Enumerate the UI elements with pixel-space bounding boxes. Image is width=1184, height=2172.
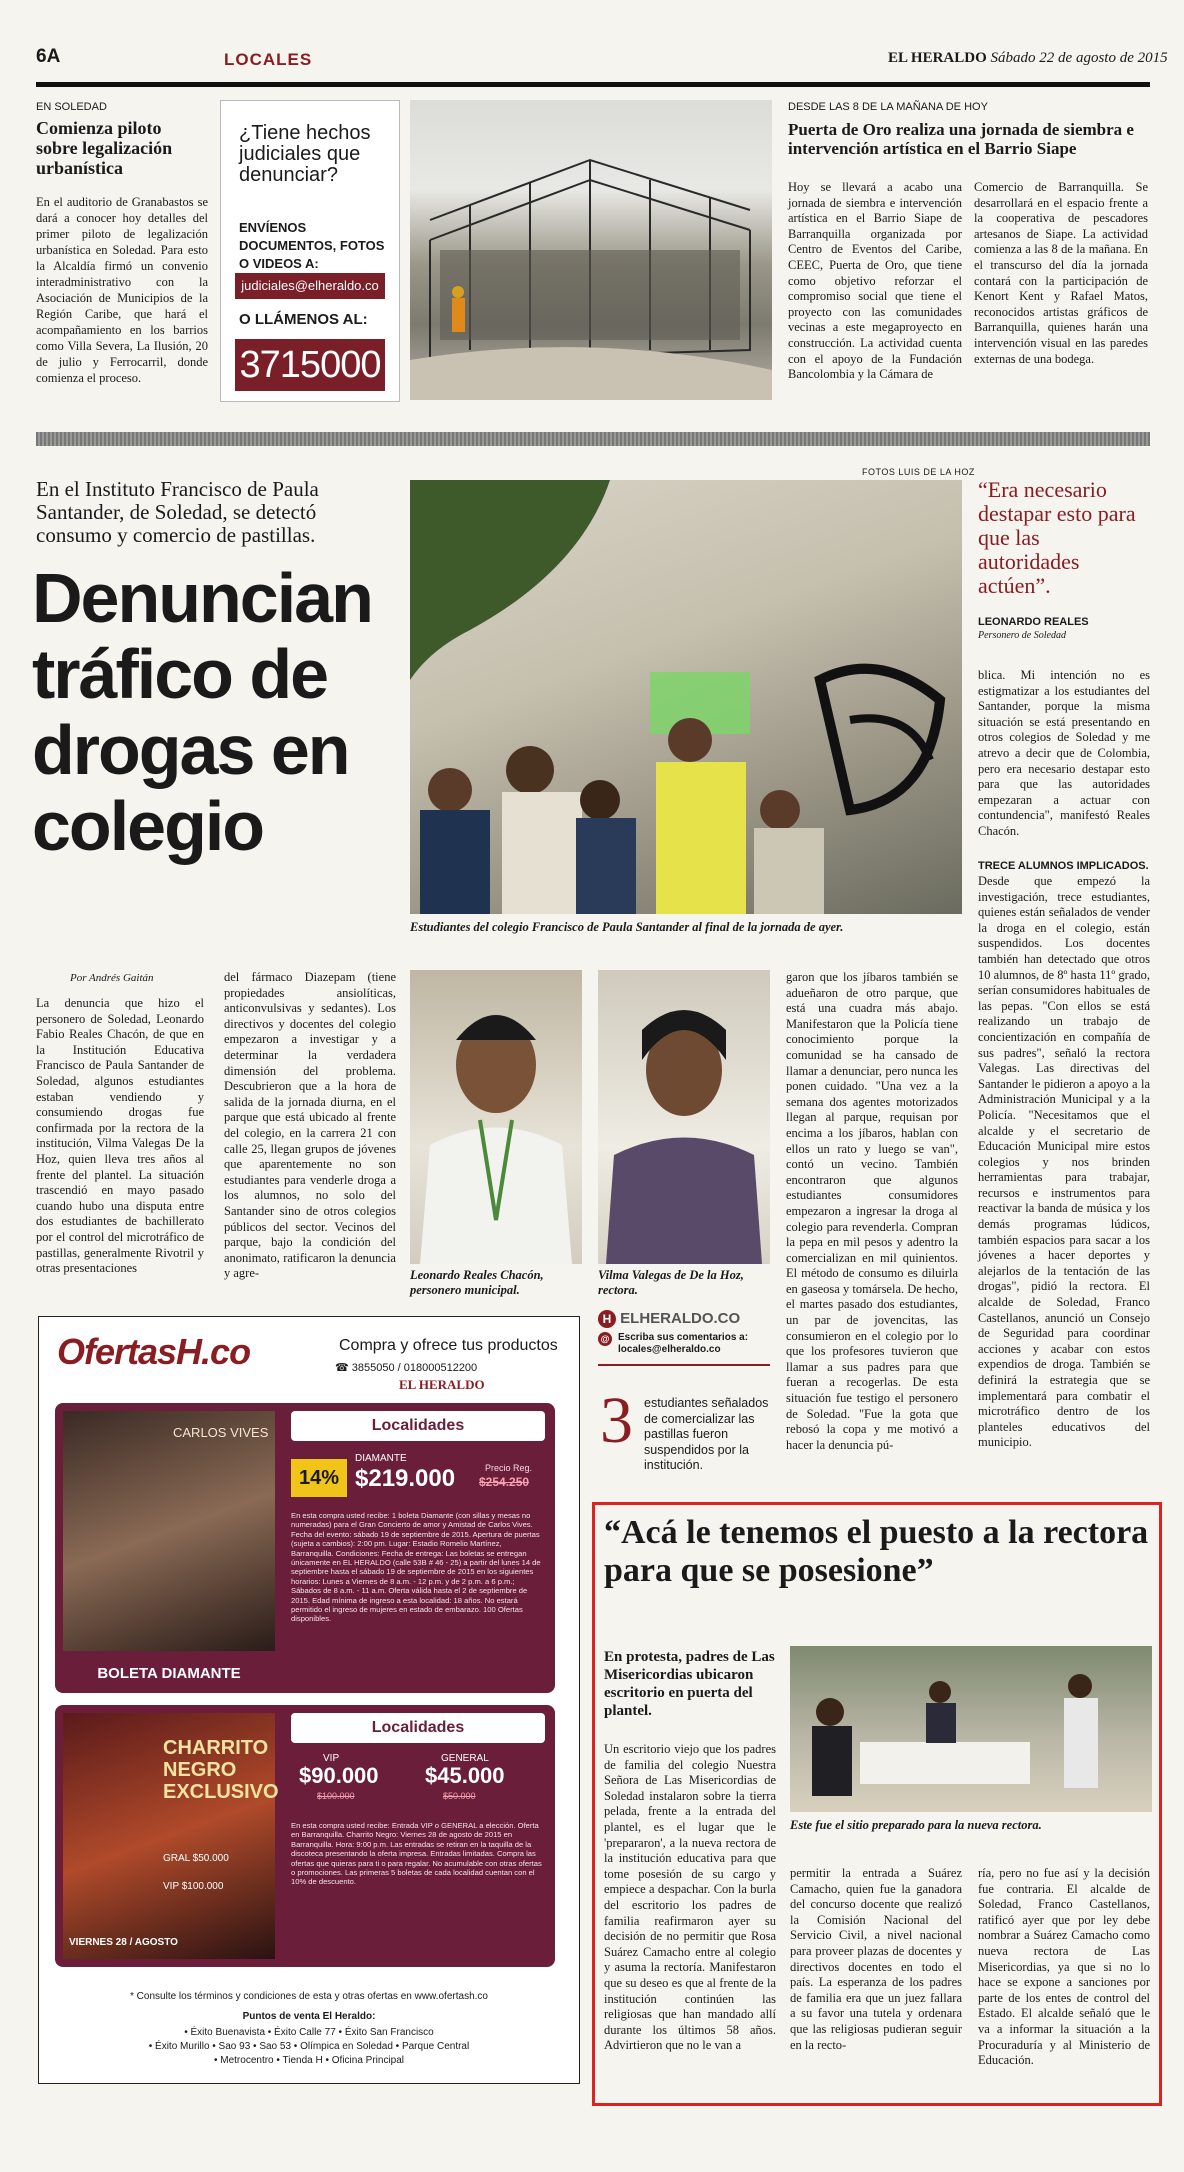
desk-illustration <box>790 1646 1152 1812</box>
page-number: 6A <box>36 46 61 67</box>
deal2-title: Localidades <box>291 1713 545 1743</box>
ad-phones-text: 3855050 / 018000512200 <box>351 1362 478 1374</box>
main-col4-rest: Desde que empezó la investigación, trece estudiantes, quienes están señalados de vender la droga en el colegio, están suspendidos. Los docentes también han detectado que otros 10 alumnos, de 8º hasta 11º grado, serían consumidores habituales de las pepas. "Con ellos se está realizando un trabajo de concientización en compañía de sus padres", señaló la rectora Valegas. Las directivas del Santander le pidieron a apoyo a la Administración Municipal y a la Policía. "Necesitamos que el alcalde y el secretario de Educación Municipal mire estos colegios y nos brinden herramientas para trabajar, recursos e instrumentos para reactivar la banda de música y los demás programas lúdicos, también espacios para sacar a los jóvenes a hacer deportes y alejarlos de la tentación de las drogas", pidió la rectora. El alcalde de Soledad, Franco Castellanos, anunció un Consejo de Seguridad para coordinar acciones y acabar con estos expendios de droga. También se definirá la estrategia que se implementará para combatir el microtráfico dentro de los planteles educativos del municipio. <box>978 874 1150 1450</box>
deal2-poster <box>63 1713 279 1959</box>
web-logo-icon: H <box>598 1310 616 1328</box>
main-byline: Por Andrés Gaitán <box>70 972 154 984</box>
puerta-kicker: DESDE LAS 8 DE LA MAÑANA DE HOY <box>788 101 988 113</box>
issue-date: Sábado 22 de agosto de 2015 <box>990 50 1168 66</box>
main-col2: del fármaco Diazepam (tiene propiedades ansiolíticas, anticonvulsivas y sedantes). Los directivos y docentes del colegio empezaron a investigar y a determinar la verdadera dimensión del problema. Descubrieron que a la hora de salida de la jornada diurna, en el parque que está ubicado al frente del colegio, en la carrera 21 con calle 25, llegan grupos de jóvenes que aparentemente no son estudiantes para venderle droga a los alumnos, no solo del Santander sino de otros colegios públicos del sector. Vecinos del parque, bajo la condición del anonimato, ratificaron la denuncia y agre- <box>224 970 396 1281</box>
web-prompt <box>598 1332 778 1356</box>
deal1-title: Localidades <box>291 1411 545 1441</box>
rectora-illustration <box>598 970 770 1264</box>
web-prompt-text: Escriba sus comentarios a: locales@elheraldo.co <box>618 1332 749 1355</box>
header-rule <box>36 82 1150 87</box>
main-col1: La denuncia que hizo el personero de Soledad, Leonardo Fabio Reales Chacón, de que en la Institución Educativa Francisco de Paula Santander de Soledad, algunos estudiantes estaban vendiendo y consumiendo drogas fue confirmada por la rectora de la institución, Vilma Valegas De la Hoz, quien lleva tres años al frente del plantel. La situación trascendió en mayo pasado cuando hubo una disputa entre dos estudiantes de bachillerato por el control del microtráfico de pastillas, generalmente Rivotril y otras presentaciones <box>36 996 204 1276</box>
deal2-vip-price: $90.000 <box>299 1763 379 1788</box>
ad-points-line3: • Metrocentro • Tienda H • Oficina Principal <box>213 2055 405 2066</box>
puerta-headline: Puerta de Oro realiza una jornada de siembra e intervención artística en el Barrio Siape <box>788 120 1134 158</box>
personero-illustration <box>410 970 582 1264</box>
deal-charrito-negro[interactable] <box>55 1705 555 1967</box>
quote-role: Personero de Soledad <box>978 630 1066 641</box>
section-divider <box>36 432 1150 446</box>
ad-phones <box>335 1361 477 1374</box>
ad-points-line2: • Éxito Murillo • Sao 93 • Sao 53 • Olímpica en Soledad • Parque Central <box>148 2041 470 2052</box>
main-headline: Denuncian tráfico de drogas en colegio <box>32 559 372 865</box>
portrait-rectora-caption: Vilma Valegas de De la Hoz, rectora. <box>598 1268 744 1297</box>
web-box <box>598 1310 778 1366</box>
desk-photo-caption: Este fue el sitio preparado para la nueva rectora. <box>790 1818 1042 1832</box>
main-col4-top: blica. Mi intención no es estigmatizar a los estudiantes del Santander, porque la misma situación se está presentando en otros colegios de Soledad y me atrevo a decir que de Colombia, pero era necesario destapar esto para que las autoridades empezaran a actuar con contundencia", manifestó Reales Chacón. <box>978 668 1150 838</box>
section-title: LOCALES <box>224 50 313 69</box>
ad-points-title: Puntos de venta El Heraldo: <box>242 2011 376 2022</box>
web-brand-text: ELHERALDO.CO <box>620 1310 741 1327</box>
portrait-personero-caption: Leonardo Reales Chacón, personero municipal. <box>410 1268 544 1297</box>
deal2-gen-price: $45.000 <box>425 1763 505 1788</box>
ofertas-ad <box>38 1316 580 2084</box>
denuncia-email[interactable]: judiciales@elheraldo.co <box>235 273 385 299</box>
stat-text: estudiantes señalados de comercializar las pastillas fueron suspendidos por la institución. <box>644 1396 769 1472</box>
main-subhead: TRECE ALUMNOS IMPLICADOS. <box>978 860 1149 872</box>
deal1-reg-label: Precio Reg. <box>485 1463 533 1473</box>
photo-credit: FOTOS LUIS DE LA HOZ <box>862 467 975 477</box>
brief-headline: Comienza piloto sobre legalización urbanística <box>36 118 173 178</box>
portrait-rectora <box>598 970 770 1264</box>
construction-illustration <box>410 100 772 400</box>
rectora-deck: En protesta, padres de Las Misericordias ubicaron escritorio en puerta del plantel. <box>604 1649 775 1719</box>
deal1-discount: 14% <box>291 1459 347 1497</box>
ad-brand[interactable]: OfertasH.co <box>57 1331 251 1372</box>
portrait-personero <box>410 970 582 1264</box>
web-brand[interactable] <box>598 1310 778 1328</box>
denuncia-question: ¿Tiene hechos judiciales que denunciar? <box>239 122 371 186</box>
deal1-reg-price: $254.250 <box>479 1475 530 1489</box>
desk-photo <box>790 1646 1152 1812</box>
students-illustration <box>410 480 962 914</box>
main-col3: garon que los jíbaros también se adueñaron de otro parque, que está una cuadra más abajo. Manifestaron que la Policía tiene conocimiento porque la comunidad se ha cansado de llamar a denunciar, pero nunca les ponen cuidado. "Una vez a la semana dos agentes motorizados llegan al parque, requisan por encima a los jíbaros, hablan con ellos un rato y luego se van", contó un vecino. También encontraron que algunos estudiantes consumidores empezaron a ingresar la droga al colegio para revenderla. Compran la pepa en mil pesos y adentro la comercializan en mil quinientos. El método de consumo es diluirla en gaseosa y tomársela. De hecho, el martes pasado dos estudiantes, un par de jovencitas, las consumieron en el colegio por lo que los profesores tuvieron que llamar a sus padres para que fueran a recogerlas. De esta situación fue testigo el personero de Soledad. "Fue la gota que rebosó la copa y me motivó a hacer la denuncia pú- <box>786 970 958 1452</box>
rectora-headline: “Acá le tenemos el puesto a la rectora para que se posesione” <box>604 1514 1149 1589</box>
deal2-show: CHARRITO NEGRO EXCLUSIVO <box>163 1737 279 1803</box>
deal1-terms: En esta compra usted recibe: 1 boleta Diamante (con sillas y mesas no numeradas) para el Gran Concierto de amor y Amistad de Carlos Vives. Fecha del evento: sábado 19 de septiembre de 2015. Apertura de puertas (sujeta a cambios): 2:00 pm. Lugar: Estadio Romelio Martínez, Barranquilla. Condiciones: Fecha de entrega: Las boletas se entregan únicamente en EL HERALDO (calle 53B # 46 - 25) a partir del lunes 14 de septiembre hasta el sábado 19 de septiembre de 2015 en los siguientes horarios: Lunes a Viernes de 8 a.m. - 12 p.m. y de 2 p.m. a 6 p.m.; Sábados de 8 a.m. - 11 a.m. Oferta válida hasta el 2 de septiembre de 2015. Edad mínima de ingreso a esta localidad: 18 años. No estará permitido el ingreso de mujeres en estado de embarazo. 100 Ofertas disponibles. <box>291 1511 541 1624</box>
at-icon: @ <box>598 1332 612 1346</box>
deal2-terms: En esta compra usted recibe: Entrada VIP o GENERAL a elección. Oferta en Barranquilla. Charrito Negro: Viernes 28 de agosto de 2015 en Barranquilla. Hora: 9:00 p.m. Las entradas se retiran en la taquilla de la discoteca presentando la oferta impresa. Entradas limitadas. Compra las ofertas que quieras para ti o para regalar. No acumulable con otras ofertas o promociones. Las primeras 5 boletas de cada localidad cuentan con el 10% de descuento. <box>291 1821 542 1887</box>
deal2-poster-vip: VIP $100.000 <box>163 1881 224 1892</box>
deal1-price: $219.000 <box>355 1465 456 1492</box>
deal1-label: BOLETA DIAMANTE <box>97 1665 241 1682</box>
deal1-artist: CARLOS VIVES <box>173 1425 269 1440</box>
brief-body: En el auditorio de Granabastos se dará a conocer hoy detalles del primer piloto de legalización urbanística en Soledad. Para esto la Alcaldía firmó un convenio interadministrativo con la Asociación de Municipios de la Región Caribe, que hará el acompañamiento en los barrios como Villa Severa, La Ilusión, 20 de julio y Ferrocarril, donde comienza el proceso. <box>36 195 208 385</box>
deal2-vip-reg: $100.000 <box>317 1791 355 1801</box>
construction-photo <box>410 100 772 400</box>
ad-paper: EL HERALDO <box>399 1377 485 1392</box>
quote-author: LEONARDO REALES <box>978 616 1089 628</box>
puerta-col1: Hoy se llevará a acabo una jornada de siembra e intervención artística en el Barrio Siape de Barranquilla organizada por Centro de Eventos del Caribe, CEEC, Puerta de Oro, que tiene como objetivo reforzar el compromiso social que tiene el proyecto con las comunidades vecinas a este megaproyecto en construcción. La actividad cuenta con el apoyo de la Fundación Bancolombia y la Cámara de <box>788 180 962 382</box>
deal2-vip-label: VIP <box>323 1753 340 1764</box>
stat-number: 3 <box>600 1384 633 1457</box>
masthead-paper <box>888 50 1168 67</box>
deal2-date: VIERNES 28 / AGOSTO <box>69 1937 178 1948</box>
rectora-col3: ría, pero no fue así y la decisión fue contraria. El alcalde de Soledad, Franco Castellanos, ratificó ayer que por ley debe nombrar a Suárez Camacho como nueva rectora de Las Misericordias, ya que si no lo hace se expone a sanciones por parte de los entes de control del Estado. El alcalde señaló que le va a informar la situación a la Procuraduría y al Ministerio de Educación. <box>978 1866 1150 2068</box>
ad-footer-terms: * Consulte los términos y condiciones de esta y otras ofertas en www.ofertash.co <box>130 1991 488 2002</box>
deal1-tier: DIAMANTE <box>355 1453 407 1464</box>
students-photo <box>410 480 962 914</box>
deal2-gen-label: GENERAL <box>441 1753 489 1764</box>
brief-kicker: EN SOLEDAD <box>36 101 107 113</box>
paper-name: EL HERALDO <box>888 50 987 66</box>
deal2-gen-reg: $50.000 <box>443 1791 476 1801</box>
deal2-poster-gral: GRAL $50.000 <box>163 1853 229 1864</box>
web-rule <box>598 1364 770 1366</box>
ad-tagline: Compra y ofrece tus productos <box>339 1337 558 1354</box>
main-quote: “Era necesario destapar esto para que las autoridades actúen”. <box>978 477 1136 598</box>
denuncia-call-label: O LLÁMENOS AL: <box>239 311 368 328</box>
rectora-col1: Un escritorio viejo que los padres de familia del colegio Nuestra Señora de Las Misericordias de Soledad instalaron sobre la tierra pelada, frente a la entrada del plantel, es el lugar que le 'prepararon', a la nueva rectora de la institución educativa para que tome posesión de su cargo y empiece a despachar. Con la burla del escritorio los padres de familia reafirmaron ayer su decisión de no permitir que Rosa Suárez Camacho entre al colegio y asuma la rectoría. Manifestaron que su deseo es que al frente de la institución continúen las religiosas que han mandado allí durante los últimos 58 años. Advirtieron que no le van a <box>604 1742 776 2053</box>
puerta-col2: Comercio de Barranquilla. Se desarrollará en el espacio frente a la cooperativa de pescadores artesanos de Siape. La actividad comienza a las 8 de la mañana. En el transcurso del día la jornada contará con la participación de Kenort Kent y Rafael Matos, reconocidos artistas gráficos de Barranquilla, quienes harán una intervención visual en las paredes externas de una bodega. <box>974 180 1148 366</box>
denuncia-send-label: ENVÍENOS DOCUMENTOS, FOTOS O VIDEOS A: <box>239 220 385 271</box>
phone-icon: ☎ <box>335 1362 352 1374</box>
ad-points-line1: • Éxito Buenavista • Éxito Calle 77 • Éxito San Francisco <box>184 2027 434 2038</box>
denuncia-box <box>220 100 400 402</box>
main-deck: En el Instituto Francisco de Paula Santander, de Soledad, se detectó consumo y comercio de pastillas. <box>36 477 319 547</box>
rectora-col2: permitir la entrada a Suárez Camacho, quien fue la ganadora del concurso docente que realizó la Comisión Nacional del Servicio Civil, a nivel nacional para proveer plazas de docentes y directivos docentes en todo el país. La esperanza de los padres de familia era que un juez fallara a su favor una tutela y ordenara que las religiosas pudieran seguir en la recto- <box>790 1866 962 2052</box>
deal-carlos-vives[interactable] <box>55 1403 555 1693</box>
deal1-poster <box>63 1411 275 1682</box>
denuncia-phone[interactable]: 3715000 <box>235 339 385 391</box>
students-photo-caption: Estudiantes del colegio Francisco de Paula Santander al final de la jornada de ayer. <box>410 920 844 934</box>
